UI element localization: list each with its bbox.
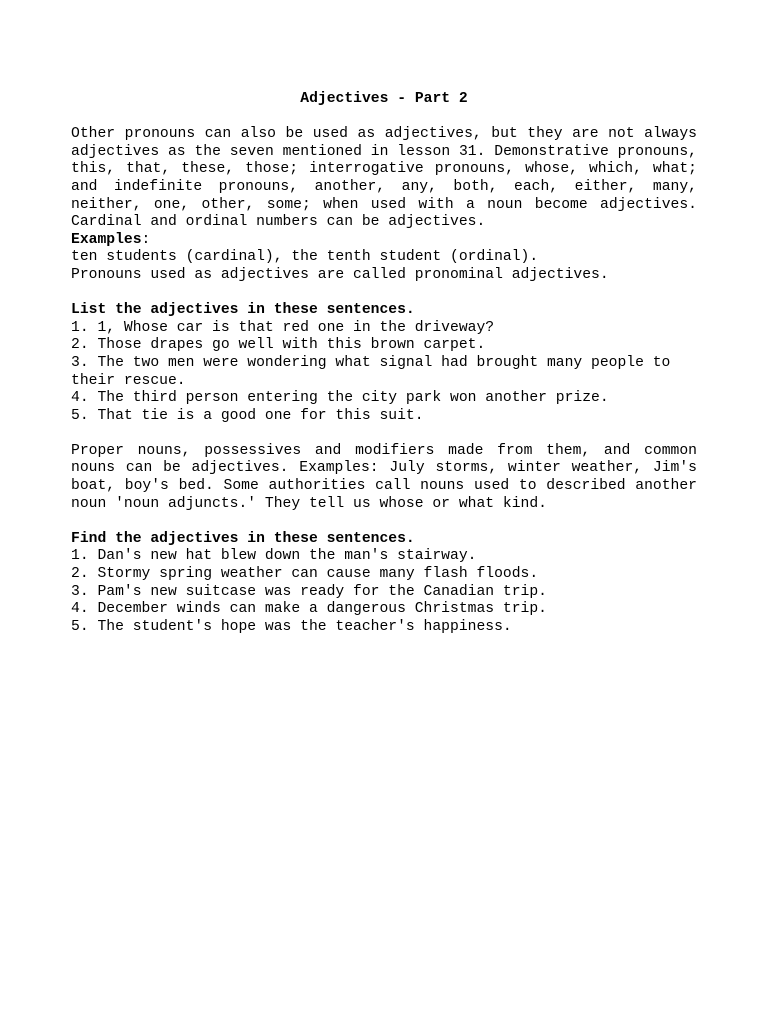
page-title: Adjectives - Part 2 xyxy=(300,91,468,107)
spacer xyxy=(71,425,697,443)
spacer xyxy=(71,513,697,531)
document-page xyxy=(71,91,697,636)
exercise-2-item: 3. Pam's new suitcase was ready for the Canadian trip. xyxy=(71,583,547,600)
examples-label: Examples xyxy=(71,231,142,248)
spacer xyxy=(71,285,697,303)
exercise-2-heading: Find the adjectives in these sentences. xyxy=(71,530,415,547)
exercise-2-list xyxy=(71,548,697,636)
examples-line xyxy=(71,232,697,250)
example-text: ten students (cardinal), the tenth student (ordinal). xyxy=(71,249,539,266)
proper-nouns-paragraph: Proper nouns, possessives and modifiers made from them, and common nouns can be adjectives. Examples: July storms, winter weather, Jim's boat, boy's bed. Some authorities call nouns used to described another noun 'noun adjuncts.' They tell us whose or what kind. xyxy=(71,442,697,512)
exercise-1-item: 2. Those drapes go well with this brown carpet. xyxy=(71,337,486,354)
exercise-1-list xyxy=(71,320,697,426)
spacer xyxy=(71,109,697,127)
examples-colon: : xyxy=(141,231,151,248)
intro-paragraph: Other pronouns can also be used as adjectives, but they are not always adjectives as the seven mentioned in lesson 31. Demonstrative pronouns, this, that, these, those; interrogative pronouns, whose, which, what; and indefinite pronouns, another, any, both, each, either, many, neither, one, other, some; when used with a noun become adjectives. Cardinal and ordinal numbers can be adjectives. xyxy=(71,126,697,231)
exercise-1-item: 1. 1, Whose car is that red one in the driveway? xyxy=(71,319,495,336)
exercise-2-item: 5. The student's hope was the teacher's happiness. xyxy=(71,618,512,635)
exercise-1-item: 5. That tie is a good one for this suit. xyxy=(71,407,424,424)
exercise-1-item: 4. The third person entering the city park won another prize. xyxy=(71,390,609,407)
exercise-1-heading: List the adjectives in these sentences. xyxy=(71,302,415,319)
pronominal-note: Pronouns used as adjectives are called pronominal adjectives. xyxy=(71,266,609,283)
exercise-2-item: 2. Stormy spring weather can cause many flash floods. xyxy=(71,566,539,583)
exercise-2-item: 4. December winds can make a dangerous Christmas trip. xyxy=(71,601,547,618)
exercise-2-item: 1. Dan's new hat blew down the man's stairway. xyxy=(71,548,477,565)
exercise-1-item: 3. The two men were wondering what signal had brought many people to their rescue. xyxy=(71,354,671,389)
